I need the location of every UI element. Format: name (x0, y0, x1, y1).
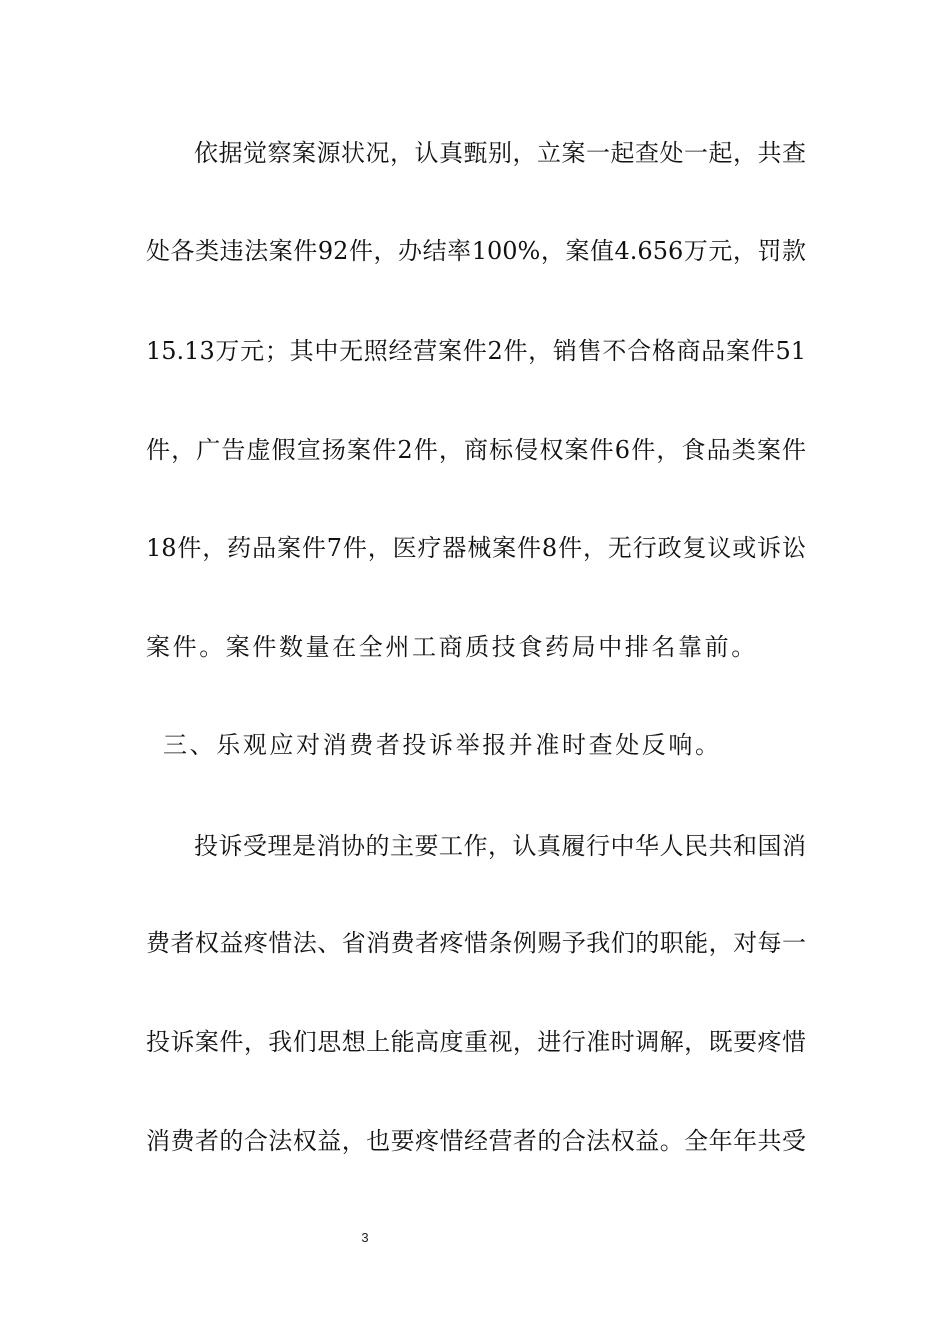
paragraph-line-2: 处各类违法案件92件，办结率100%，案值4.656万元，罚款 (146, 237, 806, 265)
paragraph-line-10: 消费者的合法权益，也要疼惜经营者的合法权益。全年年共受 (146, 1127, 806, 1155)
section-heading: 三、乐观应对消费者投诉举报并准时查处反响。 (163, 731, 722, 759)
paragraph-line-8: 费者权益疼惜法、省消费者疼惜条例赐予我们的职能，对每一 (146, 929, 806, 957)
paragraph-line-5: 18件，药品案件7件，医疗器械案件8件，无行政复议或诉讼 (146, 534, 806, 562)
page-number: 3 (361, 1230, 369, 1245)
paragraph-line-1: 依据觉察案源状况，认真甄别，立案一起查处一起，共查 (194, 139, 806, 167)
paragraph-line-6: 案件。案件数量在全州工商质技食药局中排名靠前。 (146, 633, 758, 661)
paragraph-line-4: 件，广告虚假宣扬案件2件，商标侵权案件6件，食品类案件 (146, 436, 806, 464)
paragraph-line-7: 投诉受理是消协的主要工作，认真履行中华人民共和国消 (194, 832, 806, 860)
paragraph-line-3: 15.13万元；其中无照经营案件2件，销售不合格商品案件51 (146, 337, 806, 365)
paragraph-line-9: 投诉案件，我们思想上能高度重视，进行准时调解，既要疼惜 (146, 1028, 806, 1056)
